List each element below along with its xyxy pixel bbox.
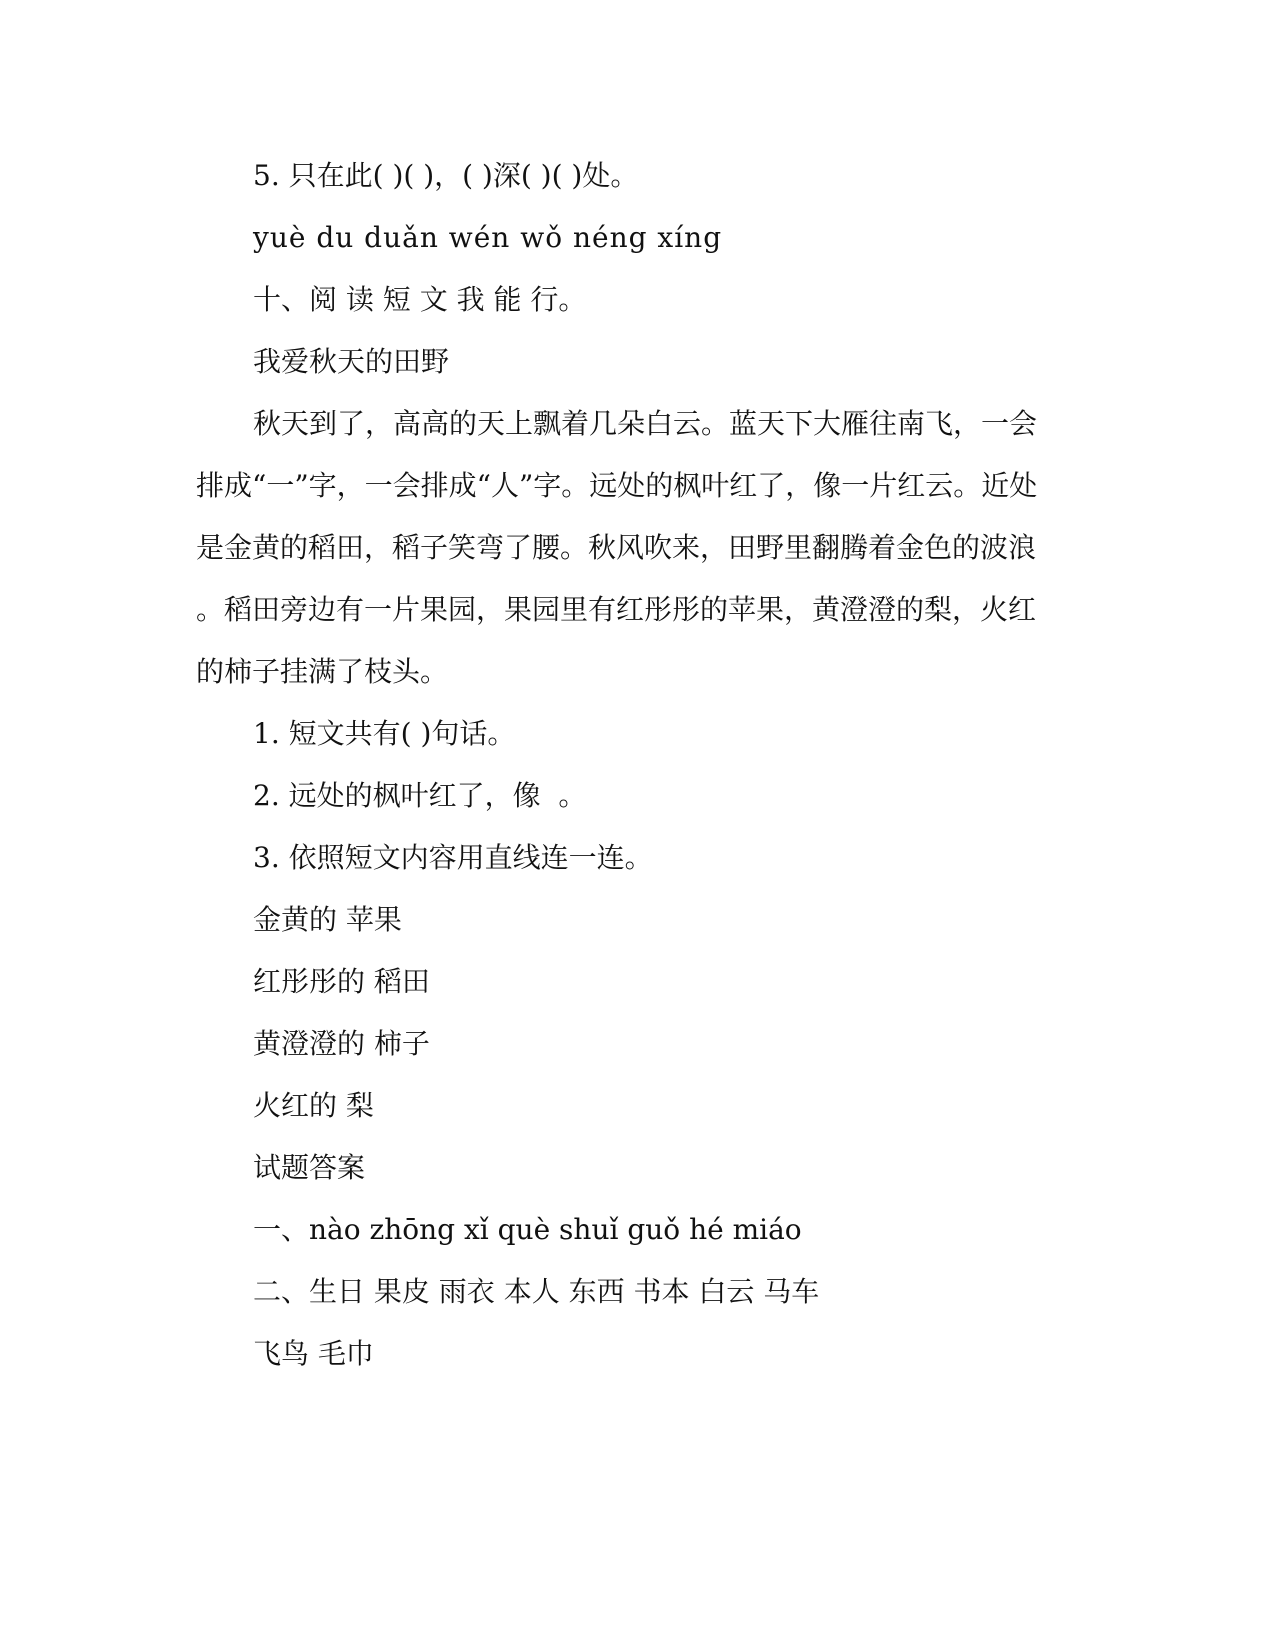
matching-item: 火红的 梨 xyxy=(253,1089,374,1122)
passage-line: 的柿子挂满了枝头。 xyxy=(196,655,449,688)
matching-item: 黄澄澄的 柿子 xyxy=(253,1027,430,1060)
matching-item: 红彤彤的 稻田 xyxy=(253,965,430,998)
question-5: 5. 只在此( )( )，( )深( )( )处。 xyxy=(253,159,639,192)
section-10-pinyin: yuè du duǎn wén wǒ néng xíng xyxy=(253,221,723,254)
question-3: 3. 依照短文内容用直线连一连。 xyxy=(253,841,653,874)
answer-line: 飞鸟 毛巾 xyxy=(253,1337,374,1370)
passage-title: 我爱秋天的田野 xyxy=(253,345,450,378)
answers-heading: 试题答案 xyxy=(253,1151,366,1184)
passage-line: 。稻田旁边有一片果园，果园里有红彤彤的苹果，黄澄澄的梨，火红 xyxy=(196,593,1037,626)
matching-item: 金黄的 苹果 xyxy=(253,903,402,936)
section-10-heading: 十、阅 读 短 文 我 能 行。 xyxy=(253,283,587,316)
passage-line: 排成“一”字，一会排成“人”字。远处的枫叶红了，像一片红云。近处 xyxy=(196,469,1038,502)
question-2: 2. 远处的枫叶红了，像 。 xyxy=(253,779,587,812)
answer-line: 一、nào zhōng xǐ què shuǐ guǒ hé miáo xyxy=(253,1213,802,1246)
answer-line: 二、生日 果皮 雨衣 本人 东西 书本 白云 马车 xyxy=(253,1275,820,1308)
passage-line: 秋天到了，高高的天上飘着几朵白云。蓝天下大雁往南飞，一会 xyxy=(253,407,1038,440)
question-1: 1. 短文共有( )句话。 xyxy=(253,717,516,750)
passage-line: 是金黄的稻田，稻子笑弯了腰。秋风吹来，田野里翻腾着金色的波浪 xyxy=(196,531,1037,564)
